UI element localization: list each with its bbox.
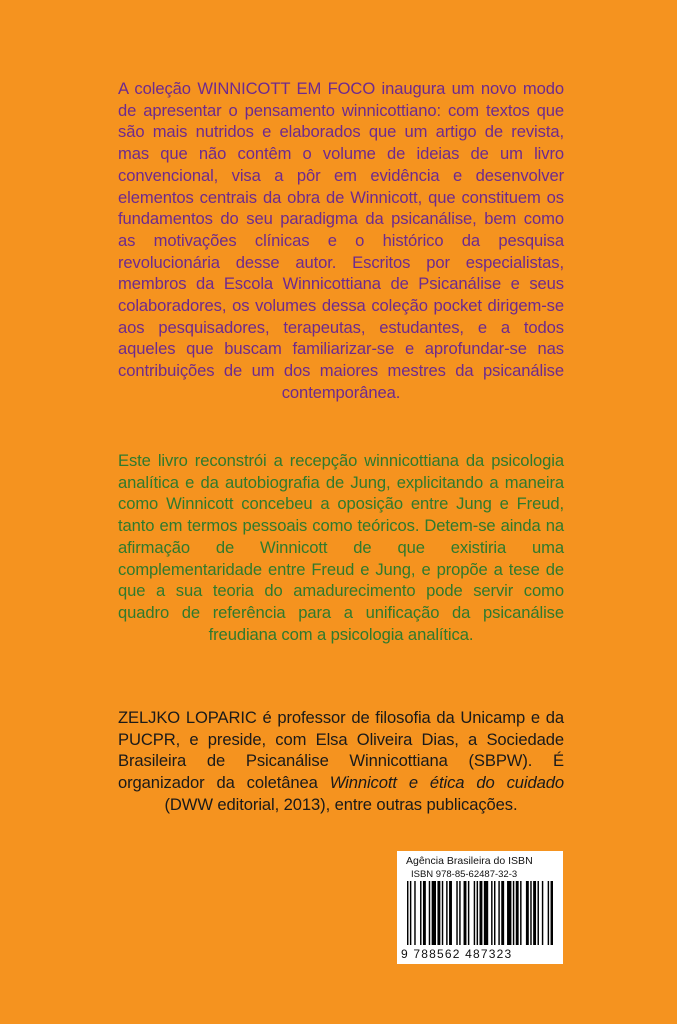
barcode	[407, 881, 553, 951]
author-bio	[118, 707, 564, 816]
isbn-label	[397, 851, 563, 964]
author-bio-text: ZELJKO LOPARIC é professor de filosofia da Unicamp e da PUCPR, e preside, com Elsa Oliveira Dias, a Sociedade Brasileira de Psicanálise Winnicottiana (SBPW). É organizador da coletânea	[118, 708, 564, 793]
collection-description: A coleção WINNICOTT EM FOCO inaugura um novo modo de apresentar o pensamento winnicottiano: com textos que são mais nutridos e elaborados que um artigo de revista, mas que não contêm o volume de ideias de um livro convencional, visa a pôr em evidência e desenvolver elementos centrais da obra de Winnicott, que constituem os fundamentos do seu paradigma da psicanálise, bem como as motivações clínicas e o histórico da pesquisa revolucionária desse autor. Escritos por especialistas, membros da Escola Winnicottiana de Psicanálise e seus colaboradores, os volumes dessa coleção pocket dirigem-se aos pesquisadores, terapeutas, estudantes, e a todos aqueles que buscam familiarizar-se e aprofundar-se nas contribuições de um dos maiores mestres da psicanálise contemporânea.	[118, 79, 564, 402]
ean-digits: 9 788562 487323	[401, 947, 513, 961]
author-book-title: Winnicott e ética do cuidado	[329, 773, 564, 793]
author-bio-text-end: (DWW editorial, 2013), entre outras publicações.	[164, 794, 518, 814]
isbn-number: ISBN 978-85-62487-32-3	[411, 869, 518, 880]
isbn-agency: Agência Brasileira do ISBN	[406, 855, 533, 867]
book-description: Este livro reconstrói a recepção winnicottiana da psicologia analítica e da autobiografia de Jung, explicitando a maneira como Winnicott concebeu a oposição entre Jung e Freud, tanto em termos pessoais como teóricos. Detem-se ainda na afirmação de Winnicott de que existiria uma complementaridade entre Freud e Jung, e propõe a tese de que a sua teoria do amadurecimento pode servir como quadro de referência para a unificação da psicanálise freudiana com a psicologia analítica.	[118, 451, 564, 644]
